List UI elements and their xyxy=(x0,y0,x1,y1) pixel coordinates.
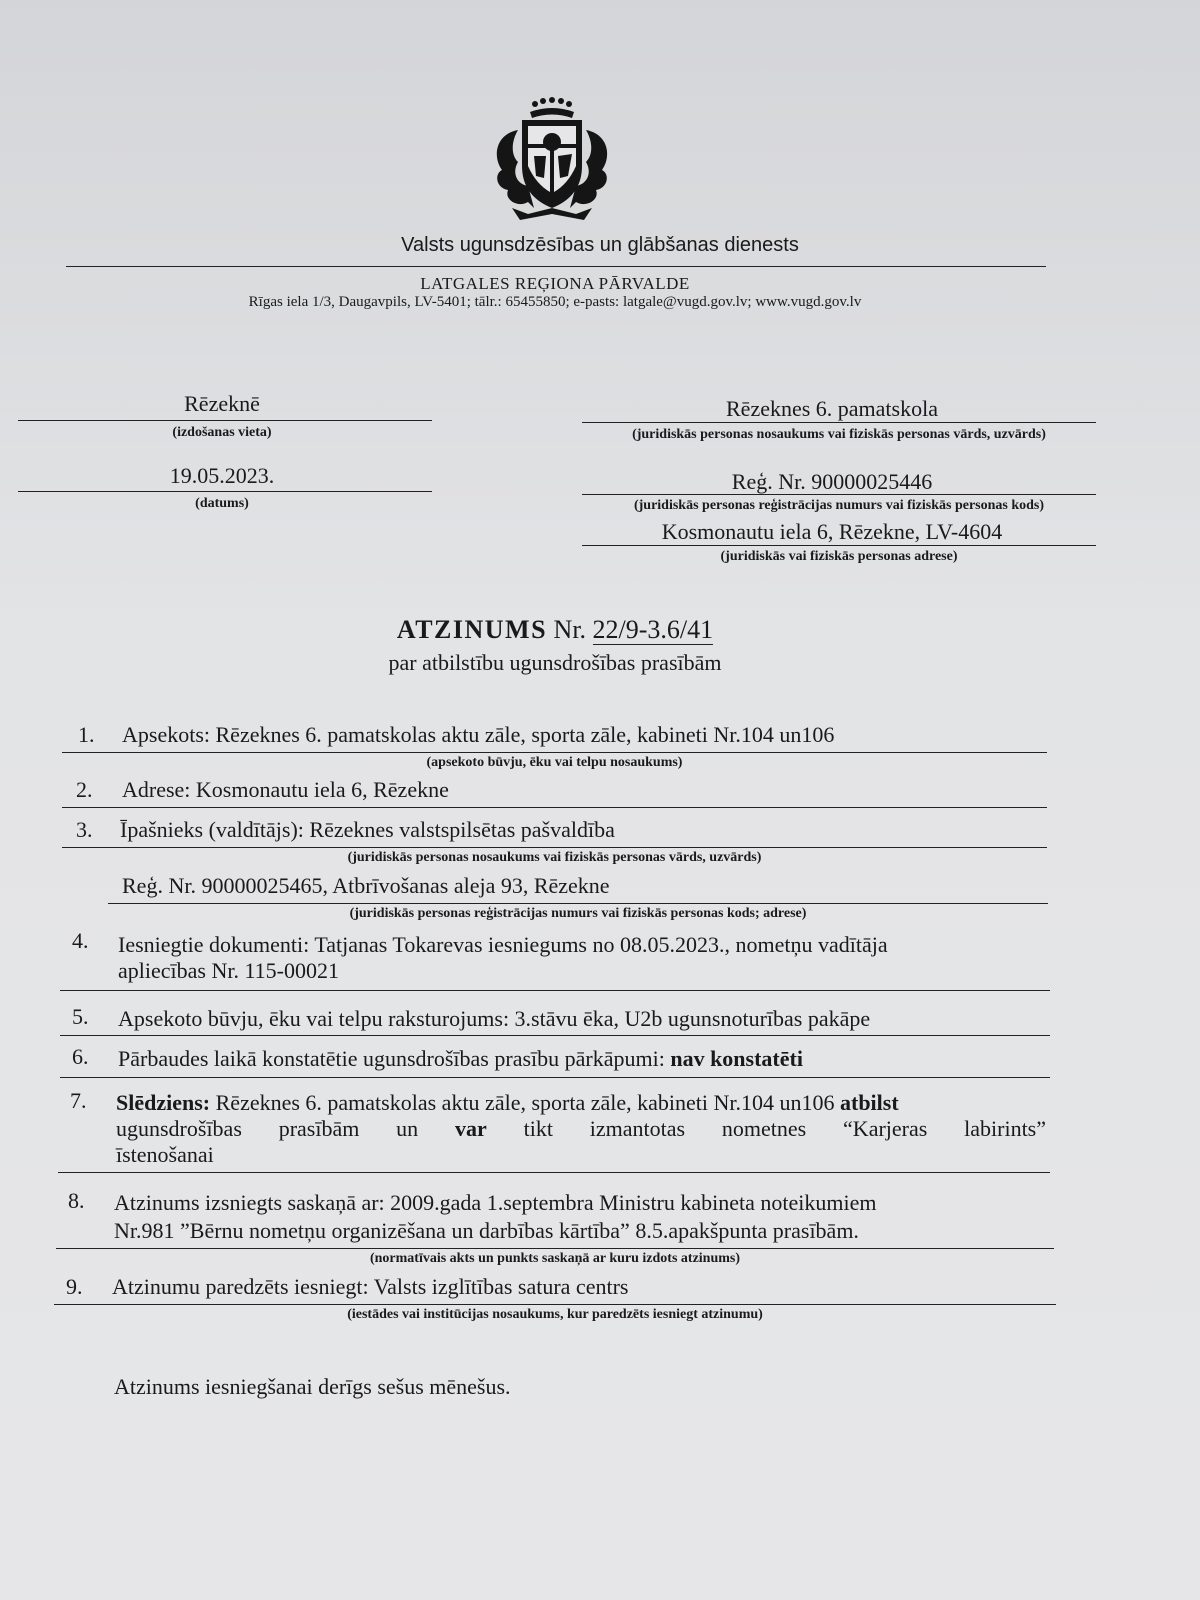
title-number: 22/9-3.6/41 xyxy=(592,615,714,644)
item-text: Iesniegtie dokumenti: Tatjanas Tokarevas iesniegums no 08.05.2023., nometņu vadītāja xyxy=(118,932,888,957)
item-line xyxy=(58,1172,1050,1173)
entity-address-value: Kosmonautu iela 6, Rēzekne, LV-4604 xyxy=(661,519,1003,544)
entity-name-line xyxy=(582,422,1096,423)
item-text-bold: atbilst xyxy=(840,1090,899,1115)
entity-reg-value: Reģ. Nr. 90000025446 xyxy=(731,469,933,494)
item-text-row-2 xyxy=(116,1116,1046,1142)
entity-address-caption: (juridiskās vai fiziskās personas adrese) xyxy=(720,549,958,564)
item-text-secondary: apliecības Nr. 115-00021 xyxy=(118,958,339,983)
entity-reg-line xyxy=(582,494,1096,495)
item-text-bold: nav konstatēti xyxy=(670,1046,803,1071)
item-number: 6. xyxy=(72,1044,89,1069)
item-lead-bold: Slēdziens: xyxy=(116,1090,211,1115)
title-word: ATZINUMS xyxy=(396,615,548,644)
item-text-2-bold: var xyxy=(455,1116,487,1141)
issue-date-caption: (datums) xyxy=(195,496,249,511)
item-text: Adrese: Kosmonautu iela 6, Rēzekne xyxy=(122,777,449,802)
issue-date-value: 19.05.2023. xyxy=(169,463,275,488)
issue-place-value: Rēzeknē xyxy=(184,391,260,416)
item-line xyxy=(60,1035,1050,1036)
validity-note: Atzinums iesniegšanai derīgs sešus mēnešus. xyxy=(114,1374,511,1399)
item-caption: (apsekoto būvju, ēku vai telpu nosaukums) xyxy=(426,755,683,770)
item-line xyxy=(60,1077,1050,1078)
item-text: Apsekoto būvju, ēku vai telpu raksturojums: 3.stāvu ēka, U2b ugunsnoturības pakāpe xyxy=(118,1006,871,1031)
entity-address-line xyxy=(582,545,1096,546)
item-caption-secondary: (juridiskās personas reģistrācijas numurs vai fiziskās personas kods; adrese) xyxy=(349,906,807,921)
item-number: 9. xyxy=(66,1274,83,1299)
item-text: Apsekots: Rēzeknes 6. pamatskolas aktu zāle, sporta zāle, kabineti Nr.104 un106 xyxy=(122,722,835,747)
item-line xyxy=(60,990,1050,991)
item-text-2b: tikt izmantotas nometnes “Karjeras labirints” xyxy=(523,1116,1047,1141)
item-number: 7. xyxy=(70,1088,87,1113)
title-nr: Nr. xyxy=(553,615,587,644)
item-number: 8. xyxy=(68,1188,85,1213)
item-number: 5. xyxy=(72,1004,89,1029)
item-text-secondary: Reģ. Nr. 90000025465, Atbrīvošanas aleja 93, Rēzekne xyxy=(122,873,610,898)
item-text-2a: ugunsdrošības prasībām un xyxy=(116,1116,419,1141)
item-caption: (juridiskās personas nosaukums vai fiziskās personas vārds, uzvārds) xyxy=(347,850,762,865)
item-line xyxy=(54,1304,1056,1305)
item-line xyxy=(62,807,1047,808)
item-caption: (iestādes vai institūcijas nosaukums, kur paredzēts iesniegt atzinumu) xyxy=(347,1307,763,1322)
item-line xyxy=(56,1248,1054,1249)
entity-name-value: Rēzeknes 6. pamatskola xyxy=(726,396,938,421)
item-text: Atzinums izsniegts saskaņā ar: 2009.gada 1.septembra Ministru kabineta noteikumiem xyxy=(114,1190,877,1215)
coat-of-arms-icon xyxy=(488,96,616,224)
item-line xyxy=(108,903,1048,904)
issue-date-line xyxy=(18,491,432,492)
issue-place-caption: (izdošanas vieta) xyxy=(172,425,272,440)
item-number: 2. xyxy=(76,777,93,802)
item-text: Atzinumu paredzēts iesniegt: Valsts izglītības satura centrs xyxy=(112,1274,629,1299)
document-subtitle: par atbilstību ugunsdrošības prasībām xyxy=(388,650,722,675)
item-number: 1. xyxy=(78,722,95,747)
header-rule xyxy=(66,266,1046,267)
item-text: Rēzeknes 6. pamatskolas aktu zāle, sporta zāle, kabineti Nr.104 un106 xyxy=(215,1090,835,1115)
item-text: Īpašnieks (valdītājs): Rēzeknes valstspilsētas pašvaldība xyxy=(120,817,615,842)
issue-place-line xyxy=(18,420,432,421)
contact-line: Rīgas iela 1/3, Daugavpils, LV-5401; tālr.: 65455850; e-pasts: latgale@vugd.gov.lv; www.vugd.gov.lv xyxy=(248,294,862,310)
document-title xyxy=(0,615,1110,645)
agency-name: Valsts ugunsdzēsības un glābšanas dienests xyxy=(401,234,799,256)
item-text-row xyxy=(118,1046,1048,1072)
item-number: 3. xyxy=(76,817,93,842)
item-line xyxy=(62,752,1047,753)
item-text-secondary: Nr.981 ”Bērnu nometņu organizēšana un darbības kārtība” 8.5.apakšpunta prasībām. xyxy=(114,1218,859,1243)
item-number: 4. xyxy=(72,928,89,953)
item-caption: (normatīvais akts un punkts saskaņā ar kuru izdots atzinums) xyxy=(369,1251,741,1266)
item-text-row xyxy=(116,1090,1046,1116)
item-line xyxy=(62,847,1047,848)
entity-reg-caption: (juridiskās personas reģistrācijas numurs vai fiziskās personas kods) xyxy=(633,498,1045,513)
entity-name-caption: (juridiskās personas nosaukums vai fiziskās personas vārds, uzvārds) xyxy=(632,427,1046,442)
item-text: Pārbaudes laikā konstatētie ugunsdrošības prasību pārkāpumi: xyxy=(118,1046,665,1071)
item-text-row-3: īstenošanai xyxy=(116,1142,214,1167)
region-name: LATGALES REĢIONA PĀRVALDE xyxy=(420,274,690,293)
